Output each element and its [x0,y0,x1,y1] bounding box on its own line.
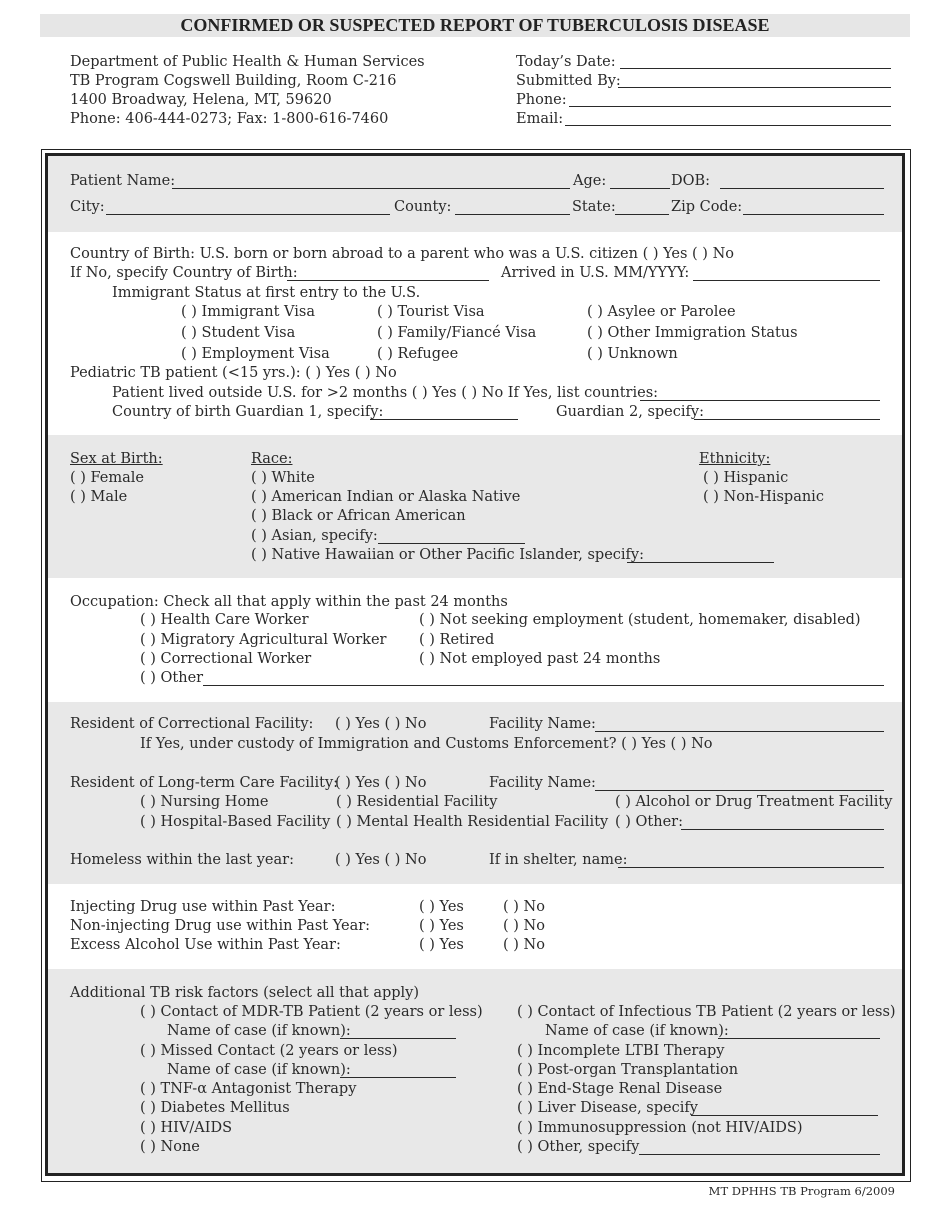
ethnicity-hispanic[interactable]: ( ) Hispanic [703,470,789,486]
correctional-facility-label: Facility Name: [489,716,596,732]
substance-yes[interactable]: ( ) Yes [419,937,464,953]
risk-mdr-case-name-field[interactable] [340,1038,456,1039]
race-pacific-islander[interactable]: ( ) Native Hawaiian or Other Pacific Islander, specify: [251,547,644,563]
substance-yes[interactable]: ( ) Yes [419,918,464,934]
risk-infectious-case-name-label: Name of case (if known): [545,1023,729,1039]
age-field[interactable] [610,188,670,189]
patient-section [48,156,902,232]
option-employment-visa[interactable]: ( ) Employment Visa [181,346,330,362]
guardian2-field[interactable] [694,419,880,420]
occupation-not-employed[interactable]: ( ) Not employed past 24 months [419,651,661,667]
risk-incomplete-ltbi[interactable]: ( ) Incomplete LTBI Therapy [517,1043,725,1059]
arrived-field[interactable] [693,280,880,281]
option-refugee[interactable]: ( ) Refugee [377,346,459,362]
submitted-by-label: Submitted By: [516,73,621,89]
substance-yes[interactable]: ( ) Yes [419,899,464,915]
patient-name-field[interactable] [172,188,570,189]
substance-label: Excess Alcohol Use within Past Year: [70,937,341,953]
ethnicity-heading: Ethnicity: [699,451,771,467]
race-heading: Race: [251,451,293,467]
substance-label: Injecting Drug use within Past Year: [70,899,336,915]
risk-other-field[interactable] [639,1154,880,1155]
age-label: Age: [573,173,607,189]
ltc-label: Resident of Long-term Care Facility: [70,775,339,791]
ltc-mental-health[interactable]: ( ) Mental Health Residential Facility [336,814,609,830]
immigrant-status-label: Immigrant Status at first entry to the U.S. [112,285,421,301]
substance-no[interactable]: ( ) No [503,918,545,934]
shelter-field[interactable] [618,867,884,868]
race-black[interactable]: ( ) Black or African American [251,508,466,524]
substance-no[interactable]: ( ) No [503,937,545,953]
option-student-visa[interactable]: ( ) Student Visa [181,325,296,341]
email-field[interactable] [565,125,891,126]
race-asian[interactable]: ( ) Asian, specify: [251,528,378,544]
ltc-nursing-home[interactable]: ( ) Nursing Home [140,794,269,810]
risk-organ-transplant[interactable]: ( ) Post-organ Transplantation [517,1062,739,1078]
option-immigrant-visa[interactable]: ( ) Immigrant Visa [181,304,315,320]
ethnicity-non-hispanic[interactable]: ( ) Non-Hispanic [703,489,824,505]
footer-note: MT DPHHS TB Program 6/2009 [708,1184,895,1198]
ltc-hospital-based[interactable]: ( ) Hospital-Based Facility [140,814,331,830]
risk-missed-case-name-label: Name of case (if known): [167,1062,351,1078]
city-label: City: [70,199,105,215]
phone-field[interactable] [569,106,891,107]
dob-label: DOB: [671,173,711,189]
occupation-correctional[interactable]: ( ) Correctional Worker [140,651,312,667]
zip-field[interactable] [743,214,884,215]
occupation-retired[interactable]: ( ) Retired [419,632,495,648]
option-family-visa[interactable]: ( ) Family/Fiancé Visa [377,325,537,341]
pacific-specify-field[interactable] [627,562,774,563]
sex-female[interactable]: ( ) Female [70,470,144,486]
option-tourist-visa[interactable]: ( ) Tourist Visa [377,304,485,320]
occupation-heading: Occupation: Check all that apply within the past 24 months [70,594,508,610]
department-line-2: TB Program Cogswell Building, Room C-216 [70,73,397,89]
race-american-indian[interactable]: ( ) American Indian or Alaska Native [251,489,521,505]
county-field[interactable] [455,214,570,215]
form-title: CONFIRMED OR SUSPECTED REPORT OF TUBERCULOSIS DISEASE [180,15,770,35]
todays-date-field[interactable] [620,68,891,69]
correctional-label: Resident of Correctional Facility: [70,716,314,732]
countries-field[interactable] [640,400,880,401]
ice-question[interactable]: If Yes, under custody of Immigration and Customs Enforcement? ( ) Yes ( ) No [140,736,713,752]
risk-mdr-contact[interactable]: ( ) Contact of MDR-TB Patient (2 years or less) [140,1004,483,1020]
substance-label: Non-injecting Drug use within Past Year: [70,918,371,934]
asian-specify-field[interactable] [378,543,525,544]
arrived-label: Arrived in U.S. MM/YYYY: [501,265,690,281]
risk-diabetes[interactable]: ( ) Diabetes Mellitus [140,1100,290,1116]
occupation-migratory[interactable]: ( ) Migratory Agricultural Worker [140,632,387,648]
risk-missed-case-name-field[interactable] [340,1077,456,1078]
occupation-health-care[interactable]: ( ) Health Care Worker [140,612,309,628]
pediatric-question[interactable]: Pediatric TB patient (<15 yrs.): ( ) Yes ( ) No [70,365,397,381]
department-line-3: 1400 Broadway, Helena, MT, 59620 [70,92,332,108]
county-label: County: [394,199,452,215]
zip-label: Zip Code: [671,199,743,215]
occupation-other[interactable]: ( ) Other [140,670,204,686]
email-label: Email: [516,111,564,127]
race-white[interactable]: ( ) White [251,470,315,486]
risk-renal[interactable]: ( ) End-Stage Renal Disease [517,1081,723,1097]
department-line-1: Department of Public Health & Human Services [70,54,425,70]
risk-mdr-case-name-label: Name of case (if known): [167,1023,351,1039]
homeless-label: Homeless within the last year: [70,852,294,868]
state-label: State: [572,199,616,215]
homeless-yes-no[interactable]: ( ) Yes ( ) No [335,852,427,868]
specify-country-label: If No, specify Country of Birth: [70,265,298,281]
ltc-facility-label: Facility Name: [489,775,596,791]
risk-none[interactable]: ( ) None [140,1139,200,1155]
guardian2-label: Guardian 2, specify: [556,404,704,420]
sex-male[interactable]: ( ) Male [70,489,128,505]
occupation-other-field[interactable] [203,685,884,686]
risk-infectious-contact[interactable]: ( ) Contact of Infectious TB Patient (2 years or less) [517,1004,896,1020]
shelter-label: If in shelter, name: [489,852,628,868]
guardian1-field[interactable] [370,419,518,420]
risk-immunosuppression[interactable]: ( ) Immunosuppression (not HIV/AIDS) [517,1120,803,1136]
submitted-by-field[interactable] [618,87,891,88]
risk-tnf[interactable]: ( ) TNF-α Antagonist Therapy [140,1081,357,1097]
phone-label: Phone: [516,92,567,108]
correctional-facility-field[interactable] [595,731,884,732]
substance-no[interactable]: ( ) No [503,899,545,915]
country-of-birth-question[interactable]: Country of Birth: U.S. born or born abroad to a parent who was a U.S. citizen ( ) Yes ( ) No [70,246,734,262]
ltc-facility-field[interactable] [595,790,884,791]
specify-country-field[interactable] [287,280,489,281]
guardian1-label: Country of birth Guardian 1, specify: [112,404,384,420]
ltc-other-field[interactable] [681,829,884,830]
risk-hiv[interactable]: ( ) HIV/AIDS [140,1120,233,1136]
department-line-4: Phone: 406-444-0273; Fax: 1-800-616-7460 [70,111,389,127]
risk-infectious-case-name-field[interactable] [718,1038,880,1039]
dob-field[interactable] [720,188,884,189]
sex-heading: Sex at Birth: [70,451,163,467]
risk-liver[interactable]: ( ) Liver Disease, specify [517,1100,698,1116]
option-other-immigration[interactable]: ( ) Other Immigration Status [587,325,798,341]
ltc-other[interactable]: ( ) Other: [615,814,683,830]
option-asylee[interactable]: ( ) Asylee or Parolee [587,304,736,320]
risk-missed-contact[interactable]: ( ) Missed Contact (2 years or less) [140,1043,398,1059]
lived-outside-question[interactable]: Patient lived outside U.S. for >2 months ( ) Yes ( ) No If Yes, list countries: [112,385,659,401]
ltc-residential[interactable]: ( ) Residential Facility [336,794,498,810]
risk-heading: Additional TB risk factors (select all that apply) [70,985,420,1001]
city-field[interactable] [106,214,390,215]
option-unknown[interactable]: ( ) Unknown [587,346,678,362]
risk-liver-field[interactable] [691,1115,878,1116]
todays-date-label: Today’s Date: [516,54,616,70]
state-field[interactable] [615,214,669,215]
ltc-alcohol-drug[interactable]: ( ) Alcohol or Drug Treatment Facility [615,794,893,810]
correctional-yes-no[interactable]: ( ) Yes ( ) No [335,716,427,732]
risk-other[interactable]: ( ) Other, specify [517,1139,640,1155]
ltc-yes-no[interactable]: ( ) Yes ( ) No [335,775,427,791]
patient-name-label: Patient Name: [70,173,176,189]
occupation-not-seeking[interactable]: ( ) Not seeking employment (student, homemaker, disabled) [419,612,861,628]
